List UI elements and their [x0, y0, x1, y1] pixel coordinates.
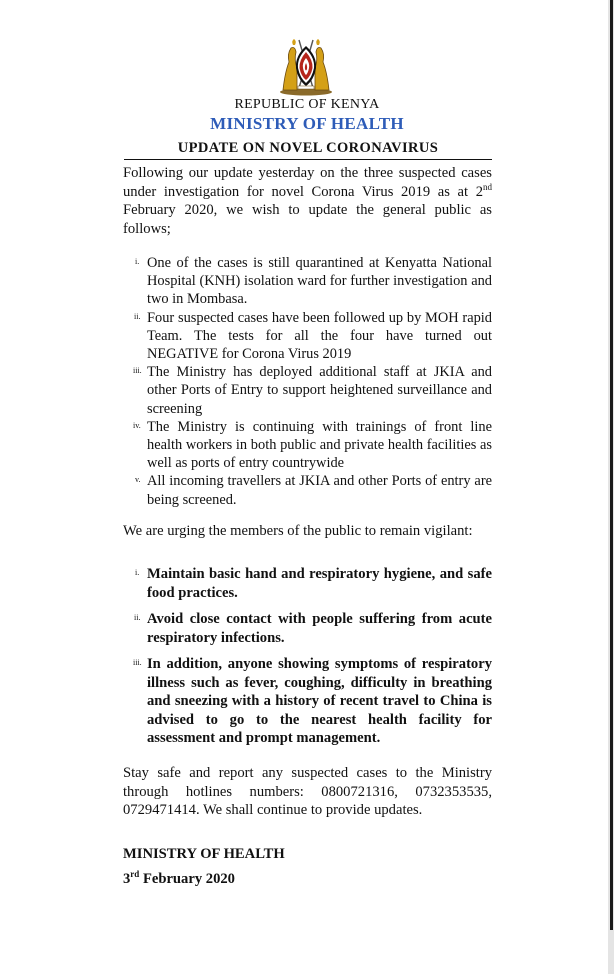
date-rest: February 2020	[139, 871, 235, 887]
update-number: ii.	[134, 311, 141, 321]
advice-list	[123, 565, 492, 756]
intro-date-suffix: nd	[483, 181, 492, 192]
closing-paragraph: Stay safe and report any suspected cases to the Ministry through hotlines numbers: 0800721316, 0732353535, 0729471414. We shall continue to provide updates.	[123, 765, 492, 818]
ministry-heading: MINISTRY OF HEALTH	[210, 114, 404, 133]
advice-text: Avoid close contact with people suffering from acute respiratory infections.	[147, 611, 492, 646]
signature-org: MINISTRY OF HEALTH	[123, 846, 285, 862]
update-item	[123, 309, 492, 364]
advice-text: Maintain basic hand and respiratory hygiene, and safe food practices.	[147, 566, 492, 601]
update-item	[123, 472, 492, 508]
advice-number: i.	[135, 568, 140, 577]
advice-item	[123, 565, 492, 602]
update-text: Four suspected cases have been followed up by MOH rapid Team. The tests for all the four have turned out NEGATIVE for Corona Virus 2019	[147, 309, 492, 363]
update-number: iv.	[133, 420, 141, 430]
title-underline	[124, 159, 492, 160]
advice-text: In addition, anyone showing symptoms of respiratory illness such as fever, coughing, difficulty in breathing and sneezing with a history of recent travel to China is advised to go to the nearest health facility for assessment and prompt management.	[147, 656, 492, 746]
updates-list	[123, 254, 492, 509]
intro-paragraph	[123, 164, 492, 238]
update-number: i.	[135, 257, 140, 266]
urging-paragraph: We are urging the members of the public to remain vigilant:	[123, 523, 473, 539]
date-suffix: rd	[130, 869, 140, 880]
advice-number: iii.	[133, 658, 142, 667]
update-text: All incoming travellers at JKIA and other Ports of entry are being screened.	[147, 473, 492, 508]
update-item	[123, 363, 492, 418]
intro-text-start: Following our update yesterday on the three suspected cases under investigation for novel Corona Virus 2019 as at 2	[123, 165, 492, 200]
date-day: 3	[123, 871, 131, 887]
advice-item	[123, 655, 492, 748]
intro-text-end: February 2020, we wish to update the general public as follows;	[123, 202, 492, 237]
update-number: iii.	[133, 366, 142, 376]
update-number: v.	[135, 475, 141, 485]
document-title: UPDATE ON NOVEL CORONAVIRUS	[177, 140, 439, 156]
update-item	[123, 254, 492, 309]
scrollbar-thumb[interactable]	[610, 0, 613, 930]
update-text: One of the cases is still quarantined at Kenyatta National Hospital (KNH) isolation ward for further investigation and two in Mombasa.	[147, 255, 492, 308]
page-edge-scrollbar[interactable]	[608, 0, 614, 974]
advice-item	[123, 610, 492, 647]
update-text: The Ministry has deployed additional staff at JKIA and other Ports of Entry to support heightened surveillance and screening	[147, 364, 492, 417]
update-item	[123, 418, 492, 473]
kenya-coat-of-arms-icon	[275, 32, 337, 96]
update-text: The Ministry is continuing with trainings of front line health workers in both public and private health facilities as well as ports of entry countrywide	[147, 418, 492, 472]
signature-date	[123, 871, 235, 888]
advice-number: ii.	[134, 613, 141, 622]
republic-label: REPUBLIC OF KENYA	[234, 97, 380, 112]
